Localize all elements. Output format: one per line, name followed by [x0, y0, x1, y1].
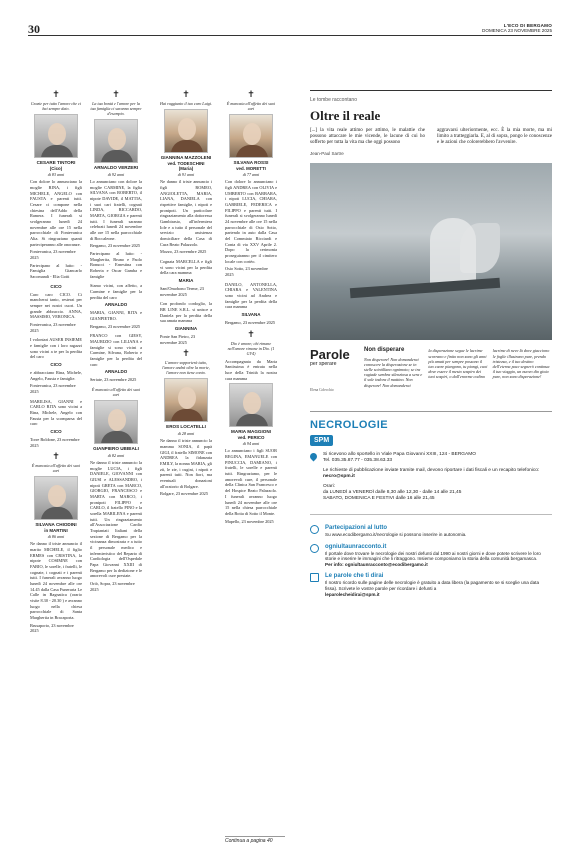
- poem-column: [364, 348, 423, 411]
- deceased-name: MARIA MAGGIONI: [231, 429, 271, 435]
- opening-hours: [323, 484, 552, 502]
- location-pin-icon: [309, 452, 319, 462]
- obituary-maggioni: [225, 330, 277, 525]
- portrait-photo: [94, 400, 138, 444]
- deceased-name: EROS LOCATELLI: [166, 424, 206, 430]
- obituary-locatelli: [160, 349, 212, 497]
- portrait-photo: [229, 114, 273, 158]
- condolence: [90, 283, 142, 329]
- chat-icon: [310, 525, 319, 534]
- cross-icon: ✝: [247, 90, 255, 100]
- heading: È mancata all'affetto dei suoi cari: [226, 101, 276, 111]
- tomb-statue-photo: [310, 163, 552, 340]
- deceased-name: SILVANA ROSSI: [233, 160, 269, 165]
- right-panel: [310, 90, 552, 597]
- condolence-text: I volontari AUSER INSIEME e famiglie con i loro ragazzi sono vicini a te per la perdita del caro: [30, 337, 82, 360]
- married-name: ved. TODESCHINI: [167, 160, 205, 166]
- obituary-chiodini: [30, 452, 82, 634]
- place-date: Torre Boldone, 23 novembre 2025: [30, 436, 80, 448]
- obituary-tintori: [30, 90, 82, 280]
- place-date: Sant'Omobono Terme, 23 novembre 2025: [160, 286, 204, 297]
- hours-label: Orari:: [323, 484, 335, 490]
- obituary-verzeri: [90, 90, 142, 279]
- deceased-name: SILVANA CHIODINI: [35, 522, 77, 528]
- obituary-column-4: [225, 90, 277, 528]
- quote: La tua bontà e l'amore per la tua famiglia ci saranno sempre d'esempio.: [90, 101, 142, 116]
- place-date: Osio Sotto, 23 novembre 2025: [225, 266, 268, 277]
- service-text: Il nostro ricordo sulle pagine delle necrologie è gratuito a data libera (la pagamento se si sceglie una data fissa). Scrivete le vostre parole per ricordare i defunti a: [325, 580, 539, 592]
- condolence-name: CICO: [50, 283, 62, 289]
- obituary-rossi: [225, 90, 277, 278]
- service-partecipazioni: [310, 525, 552, 538]
- article-title: Oltre il reale: [310, 107, 381, 123]
- participants: Partecipano al lutto: - Famiglia Giancarlo Sacomandi - Elia Gotti: [30, 262, 82, 279]
- age: di 86 anni: [47, 534, 65, 539]
- condolence-text: Siamo vicini, con affetto, a Carmine e famiglie per la perdita del caro: [90, 283, 142, 300]
- necrologie-heading: NECROLOGIE: [310, 419, 388, 432]
- condolence: [225, 282, 277, 326]
- spm-logo: SPM: [310, 435, 333, 446]
- weekday-hours: da LUNEDÌ a VENERDÌ dalle 8,30 alle 12,30 - dalle 14 alle 21,45: [323, 490, 462, 496]
- condolence: [30, 337, 82, 394]
- poem-box-title: Parole: [310, 347, 350, 363]
- email-instructions: Le richieste di pubblicazione inviate tramite mail, devono riportare i dati fiscali e un recapito telefonico:: [323, 468, 540, 474]
- announcement-text: Con dolore lo annunciano i figli ANDREA con OLIVIA e UMBERTO con BARBARA, i nipoti LUCIA, CHIARA, GABRIELE, FEDERICA e FILIPPO e parenti tutti. I funerali si svolgeranno lunedì 24 novembre alle ore 15 nella parrocchiale di Osio Sotto, partendo in auto dalla Casa del Commiato Ricciardi e Conta di via XXV Aprile 2. Dopo la cerimonia proseguiranno per il cimitero locale con cortèo.: [225, 179, 277, 264]
- page-header: [28, 22, 552, 36]
- condolence: [30, 399, 82, 449]
- deceased-name: ARNALDO VERZERI: [93, 165, 139, 170]
- place-date: Ponte San Pietro, 23 novembre 2025: [160, 334, 196, 345]
- office-address: [310, 452, 552, 464]
- place-date: Oriò, Sopra, 23 novembre 2025: [90, 581, 135, 592]
- service-title: Le parole che ti dirai: [325, 573, 384, 580]
- announcement-intro: Accompagnata da Maria Santissima è entrata nella luce della Trinità la nostra cara mamma: [225, 358, 277, 381]
- announcement-text: Ne danno il triste annuncio i figli ROMEO, ANGIOLETTA, MARIA, LIANA, DANIELA con rispettive famiglie, i nipoti e pronipoti. Un particolare ringraziamento alla dottoressa Gambirasio, all'infermiera Iole e a tutto il personale del servizio assistenza domiciliare della Casa di Cura Beato Palazzolo.: [160, 179, 212, 247]
- place-date: Fontevanica, 23 novembre 2025: [30, 383, 76, 394]
- cross-icon: ✝: [52, 90, 60, 100]
- portrait-photo: [229, 383, 273, 427]
- article-author: Jean-Paul Sartre: [310, 151, 344, 157]
- married-name: ved. MORETTI: [236, 165, 266, 171]
- cross-icon: ✝: [182, 90, 190, 100]
- portrait-photo: [164, 109, 208, 153]
- cross-icon: ✝: [112, 90, 120, 100]
- portrait-photo: [94, 119, 138, 163]
- condolence-text: Con profondo cordoglio, la BR LINE S.R.L. si unisce a Daniela per la perdita della sua amata mamma: [160, 301, 212, 324]
- obituary-mazzoleni: [160, 90, 212, 255]
- condolence: [160, 301, 212, 345]
- article-body: [310, 128, 552, 147]
- condolence-name: GIANNINA: [174, 326, 198, 332]
- condolence-text: MARILISA, GIANNI e CARLO RITA sono vicini a Rina, Michele, Angelo con Fausta per la scomparsa del caro: [30, 398, 82, 427]
- cross-icon: ✝: [182, 349, 190, 360]
- service-title[interactable]: ogniultaunraccontо.it: [325, 543, 387, 550]
- age: di 28 anni: [177, 430, 195, 436]
- poem-branding: [310, 348, 358, 411]
- heading: È mancato all'affetto dei suoi cari: [91, 387, 141, 398]
- announcement-text: Ne danno il triste annuncio la mamma SONIA, il papà GIGI, il fratello SIMONE con ANDREA la fidanzata EMILY, la nonna MARIA, gli zii, le zie, i cugini, i nipoti e parenti tutti. Non fiori, ma eventuali donazioni all'oratorio di Bolgare.: [160, 438, 212, 489]
- announcement-text: Ne danno il triste annuncio la moglie LUCIA, i figli DANIELE, GIOVANNI con GIUSI e ALESSANDRO, i nipoti GRETA con MARCO, GIORGIO, FRANCESCO e MARTA con MARCO, i pronipoti FILIPPO e CARLO, il fratello PINO e la sorella MARILENA e parenti tutti. Un ringraziamento all'Associazione Cardio Trapiantati Italiani della sezione di Bergamo per la vicinanza dimostrata e a tutto il personale medico e infermieristico del Reparto di Cardiologia dell'Ospedale Papa Giovanni XXIII di Bergamo per la dedizione e le amorevoli cure prestate.: [90, 460, 142, 579]
- condolence-name: MARIA: [178, 278, 194, 284]
- place-date: Bolgare, 23 novembre 2025: [160, 491, 208, 497]
- place-date: Fontevanica, 23 novembre 2025: [30, 321, 76, 333]
- deceased-name: GIANPIERO UBBIALI: [93, 446, 139, 452]
- service-text: Il portale dove trovare le necrologie dei nostri defunti dal 1990 ai nostri giorni e dove potete scrivere le loro storie e inserire le immagini che li ritraggono. Insieme componiamo la storia della comunità bergamasca.: [325, 550, 541, 562]
- age: di 92 anni: [107, 171, 125, 177]
- announcement-text: Lo annunciano con dolore la moglie CARMINE, la figlia SILVANA con ROBERTO, il nipote DAVIDE, il MATTIA, i suoi cari fratelli, cognati LINDA, RICCARDO, MARTA, GIORGIA e parenti tutti. I funerali saranno celebrati lunedì 24 novembre alle ore 15 nella parrocchiale di Boccaleone.: [90, 178, 142, 241]
- portrait-photo: [34, 114, 78, 158]
- poem-column: la disperazione segue le lacrime scorrano e finito non sono gli anni più amati per sempre possono il tuo cuore piangono, tu piangi, cuoi dove essere il mesto sospiro dei tuoi sospiri, o dall'enorme codino: [428, 348, 488, 380]
- poem: [364, 348, 552, 411]
- condolence-text: FRANCO con GIESY, MAURIZIO con LILIANA e famiglie si sono vicini a Carmine, Silvana, Roberto e famiglie per la perdita del caro: [90, 333, 142, 367]
- service-info-email[interactable]: Per info: ogniultaunracconto@ecodibergamo.it: [325, 561, 428, 567]
- heading: È mancata all'affetto dei suoi cari: [31, 463, 81, 474]
- article-paragraph-2: aggravarsi ulteriormente, ecc. È la mia morte, ma mi limito a tratteggiarla. E, al di sopra, pongo le conoscenze e le azioni che colorerebbero l'avvenire.: [437, 127, 552, 146]
- quote: Grazie per tutto l'amore che ci hai sempre dato.: [30, 101, 82, 111]
- age: di 91 anni: [177, 172, 195, 177]
- poem-author: Elena Colecchio: [310, 388, 334, 393]
- section-label: Le tombe raccontano: [310, 90, 552, 104]
- service-ogniultaunracconto: [310, 544, 552, 568]
- email-info: [323, 468, 552, 480]
- masthead: [482, 23, 552, 34]
- condolence: [90, 333, 142, 383]
- quote: Hai raggiunto il tuo caro Luigi.: [160, 101, 212, 106]
- place-date: Fontevanica, 23 novembre 2025: [30, 249, 76, 260]
- married-name: in MARTINI: [44, 527, 68, 533]
- issue-date: DOMENICA 23 NOVEMBRE 2025: [482, 28, 552, 34]
- participants: Partecipano al lutto: - Margherita, Bruno e Paolo Bonucci - Ernestina con Roberta e Oscar Gamba e famiglie: [90, 251, 142, 279]
- quote: Dio è amore; chi rimane nell'amore rimane in Dio. (1 GV4): [227, 340, 275, 356]
- poem-box-subtitle: per sperare: [310, 361, 337, 368]
- place-date: Bergamo, 23 novembre 2025: [90, 243, 141, 249]
- condolence-text: DANILO, ANTONELLA, CHIARA e VALENTINA sono vicini ad Andrea e famiglie per la perdita della cara mamma: [225, 281, 277, 310]
- poem-text: Non disperare! Non domanderai conoscere la disperazione se in stelle scintillano ognimoto; se tra rugiade sembra silenziosa a sera e il sole indora il mattino. Non disperare! Non domanderai: [364, 356, 423, 388]
- phone-line: Tel. 035.35.87.77 - 035.38.63.33: [323, 458, 393, 464]
- address-line: Si ricevono allo sportello in Viale Papa Giovanni XXIII, 124 - BERGAMO: [323, 452, 476, 458]
- announcement-text: Con dolore lo annunciano la moglie RINA, i figli MICHELE, ANGELO con FAUSTA e parenti tutti. Cesare ci compone nella chiesina dell'Addo della Ramera. I funerali si svolgeranno lunedì 24 novembre alle ore 15 nella parrocchiale di Fontevanica Alta. Si ringraziano quanti parteciperanno alle onoranze.: [30, 179, 82, 247]
- condolence: [30, 284, 82, 334]
- married-name: ved. PERICO: [237, 434, 265, 440]
- service-parole: [310, 573, 552, 597]
- article-paragraph-1: [...] la vita reale attimo per attimo, le malattie che possono attaccare le mie vicende, le lacune di cui ho sofferto per tutta la vita ma che oggi possono: [310, 127, 425, 146]
- condolence-name: SILVANA: [241, 311, 261, 317]
- condolence-name: CICO: [50, 428, 62, 434]
- deceased-name: GIANNINA MAZZOLENI: [160, 155, 212, 160]
- nickname: (Cico): [49, 165, 63, 171]
- book-icon: [310, 573, 319, 582]
- condolence-name: ARNALDO: [104, 369, 128, 375]
- parole-email-link[interactable]: leparolecheidirai@spm.it: [325, 591, 380, 597]
- condolence-text-2: e abbracciano Rina, Michele, Angelo, Fausta e famiglie.: [30, 369, 82, 381]
- poem-column: lacrime di neve là dove giacciono le foglie illustrano pure, prendo tristezza, e il tuo destino dell'eterna pace segnerò continua il tuo viaggio, un nuovo dio gioia pure, non sono disperazione!: [492, 348, 550, 380]
- age: di 83 anni: [47, 171, 65, 177]
- place-date: Bergamo, 23 novembre 2025: [225, 319, 276, 325]
- service-text[interactable]: Su www.ecodibergamo.it/necrologie si possono inserire in autonomia.: [325, 532, 467, 538]
- condolence-signers: MARIA, GIANNI, RITA e GIANPIETRO.: [90, 310, 142, 322]
- publication-name: L'ECO DI BERGAMO: [503, 23, 552, 28]
- nickname: (Maria): [178, 165, 194, 171]
- necrologie-box: [310, 418, 552, 597]
- obituary-column-3: [160, 90, 212, 501]
- place-date: Brusaporto, 23 novembre 2025: [30, 622, 74, 634]
- services-box: [310, 514, 552, 597]
- age: di 82 anni: [107, 452, 125, 458]
- continue-note: Continua a pagina 40: [225, 836, 285, 845]
- poem-title: Non disperare: [364, 347, 405, 354]
- condolence: [160, 259, 212, 297]
- service-title: Partecipazioni al lutto: [325, 525, 388, 532]
- announcement-text: Lo annunciano i figli SUOR REGINA, EMANUELE con PINUCCIA, DAMIANO, i fratelli, le sorelle e parenti tutti. Ringraziamo, per le amorevoli cure, il personale della Clinica San Francesco e del Hospice Beato Palazzolo. I funerali avranno luogo lunedì 24 novembre alle ore 15 nella chiesa parrocchiale della Botta di Sotto il Monte.: [225, 448, 277, 516]
- condolence-text: Cognata MARCELLA e figli vi sono vicini per la perdita della cara mamma: [160, 259, 212, 276]
- quote: L'amore sopporterà tutto, l'amore andrà oltre la morte, l'amore non tiene conto.: [162, 360, 210, 376]
- globe-icon: [310, 544, 319, 553]
- necro-email-link[interactable]: necro@spm.it: [323, 474, 355, 480]
- condolence-name: ARNALDO: [104, 302, 128, 308]
- place-date: Seriate, 23 novembre 2025: [90, 377, 137, 383]
- obituary-column-1: [30, 90, 82, 638]
- condolence-text: Caro caro CICO. Ci mancherai tanto, resterai per sempre nei nostri cuori. Un grande abbraccio. ANNA, MASSIMO, VERONICA.: [30, 291, 82, 320]
- portrait-photo: [164, 378, 208, 422]
- age: di 77 anni: [242, 171, 260, 177]
- deceased-name: CESARE TINTORI: [36, 160, 76, 165]
- portrait-photo: [34, 476, 78, 520]
- place-date: Mapello, 23 novembre 2025: [225, 518, 274, 524]
- obituary-ubbiali: [90, 387, 142, 592]
- announcement-text: Ne danno il triste annuncio il marito MICHELE, il figlio ERMES con CRISTINA, la nipote COSIMNE con FABIO, le sorelle, i fratelli, le cognate, i cognati e i parenti tutti. I funerali avranno luogo lunedì 24 novembre alle ore 14.45 dalla Casa Funeraria Le Calle in Bagnatica (orario visite 8.30 - 20.30 ) e avranno luogo nella chiesa parrocchiale di Santa Marghertia in Bracaporta.: [30, 541, 82, 621]
- place-date: Mozzo, 23 novembre 2025: [160, 249, 207, 255]
- page-number: 30: [28, 22, 40, 36]
- weekend-hours: SABATO, DOMENICA E FESTIVI dalle 16 alle 21,45: [323, 496, 435, 502]
- cross-icon: ✝: [247, 329, 255, 340]
- cross-icon: ✝: [52, 452, 60, 463]
- place-date: Bergamo, 23 novembre 2025: [90, 323, 141, 329]
- condolence-name: CICO: [50, 361, 62, 367]
- age: di 94 anni: [242, 441, 260, 447]
- poem-box: [310, 348, 552, 412]
- obituary-column-2: [90, 90, 142, 596]
